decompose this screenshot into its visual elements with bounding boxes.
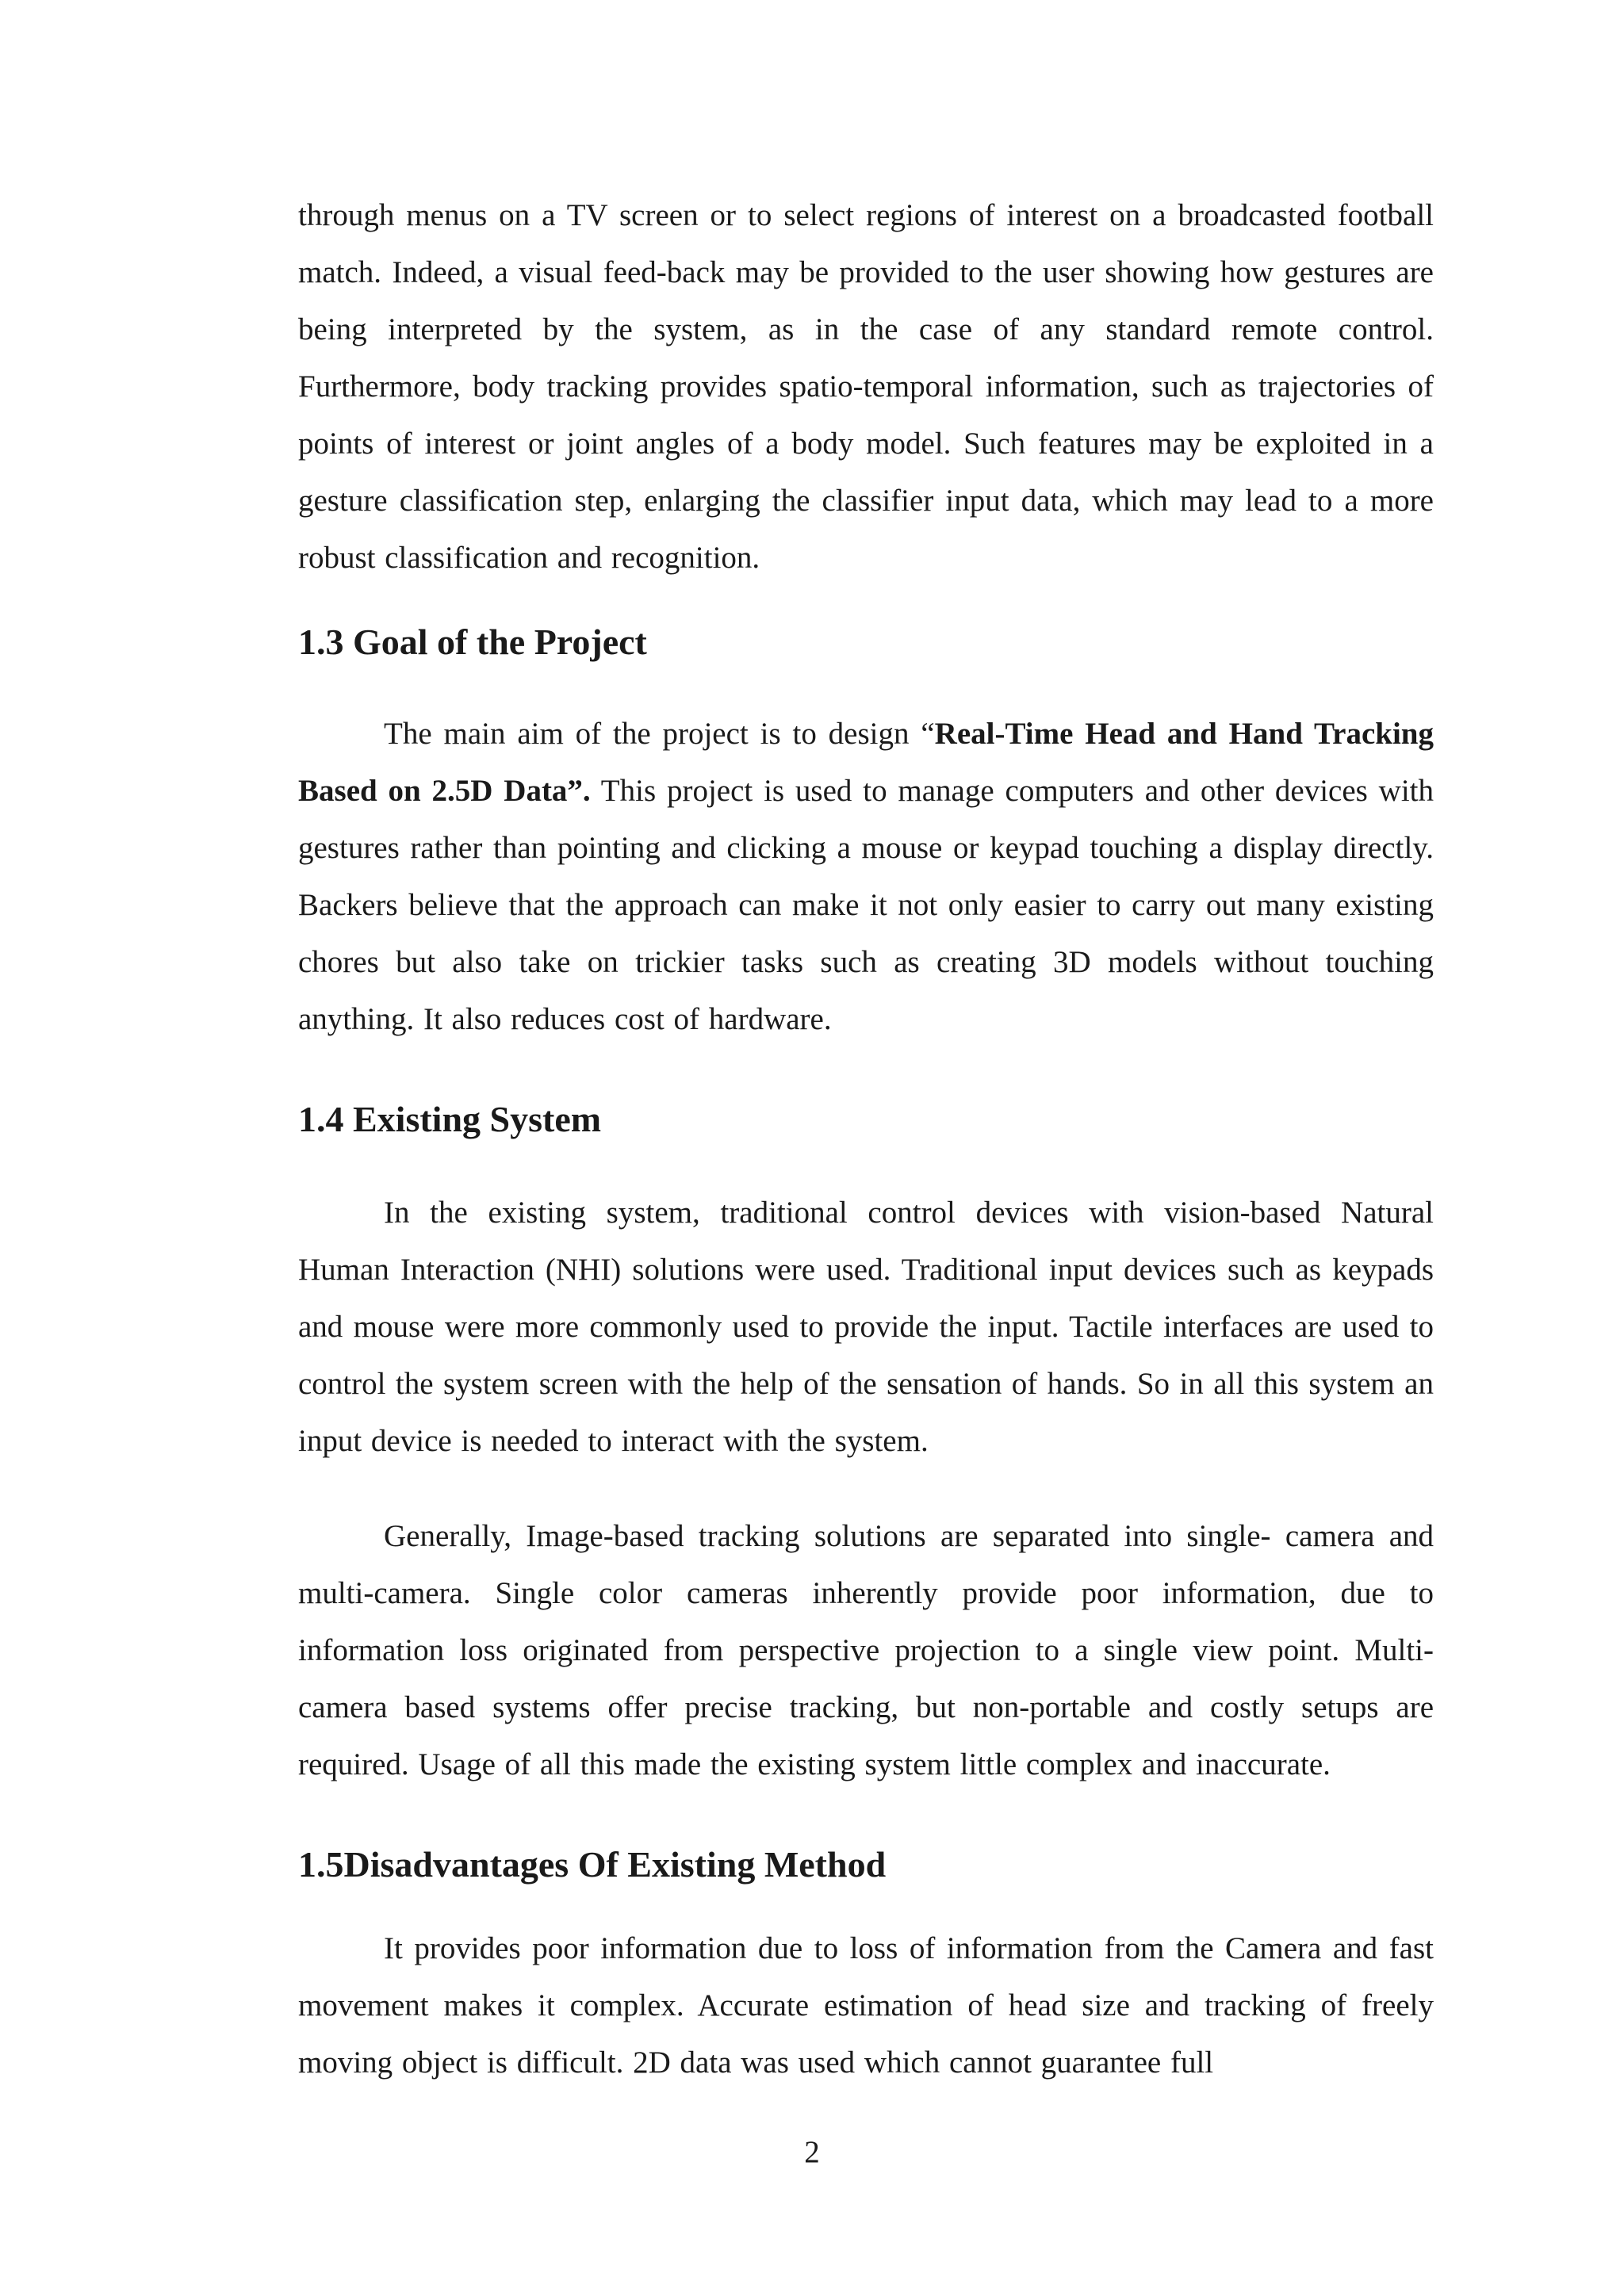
paragraph-disadvantages: It provides poor information due to loss of information from the Camera and fast movement makes it complex. Accurate estimation of head size and tracking of freely moving object is difficult. 2D data was used which cannot guarantee full <box>298 1931 1434 2080</box>
page-number: 2 <box>804 2135 820 2169</box>
document-page <box>298 187 1434 2091</box>
project-aim-description: This project is used to manage computers and other devices with gestures rather than pointing and clicking a mouse or keypad touching a display directly. Backers believe that the approach can make it not only easier to carry out many existing chores but also take on trickier tasks such as creating 3D models without touching anything. It also reduces cost of hardware. <box>298 774 1434 1036</box>
paragraph-existing-system: In the existing system, traditional control devices with vision-based Natural Human Interaction (NHI) solutions were used. Traditional input devices such as keypads and mouse were more commonly used to provide the input. Tactile interfaces are used to control the system screen with the help of the sensation of hands. So in all this system an input device is needed to interact with the system. <box>298 1196 1434 1458</box>
paragraph-project-aim <box>298 706 1434 1048</box>
project-aim-intro: The main aim of the project is to design “ <box>384 717 935 751</box>
paragraph-gesture-feedback: through menus on a TV screen or to select regions of interest on a broadcasted football match. Indeed, a visual feed-back may be provided to the user showing how gestures are being interpreted by the system, as in the case of any standard remote control. Furthermore, body tracking provides spatio-temporal information, such as trajectories of points of interest or joint angles of a body model. Such features may be exploited in a gesture classification step, enlarging the classifier input data, which may lead to a more robust classification and recognition. <box>298 198 1434 575</box>
heading-goal-of-project: 1.3 Goal of the Project <box>298 622 647 662</box>
heading-existing-system: 1.4 Existing System <box>298 1099 602 1139</box>
paragraph-tracking-solutions: Generally, Image-based tracking solutions are separated into single- camera and multi-camera. Single color cameras inherently provide poor information, due to information loss originated from perspective projection to a single view point. Multi-camera based systems offer precise tracking, but non-portable and costly setups are required. Usage of all this made the existing system little complex and inaccurate. <box>298 1519 1434 1781</box>
project-title-bold: Real-Time Head and Hand Tracking Based on 2.5D Data”. <box>298 717 1434 808</box>
heading-disadvantages: 1.5Disadvantages Of Existing Method <box>298 1844 887 1885</box>
